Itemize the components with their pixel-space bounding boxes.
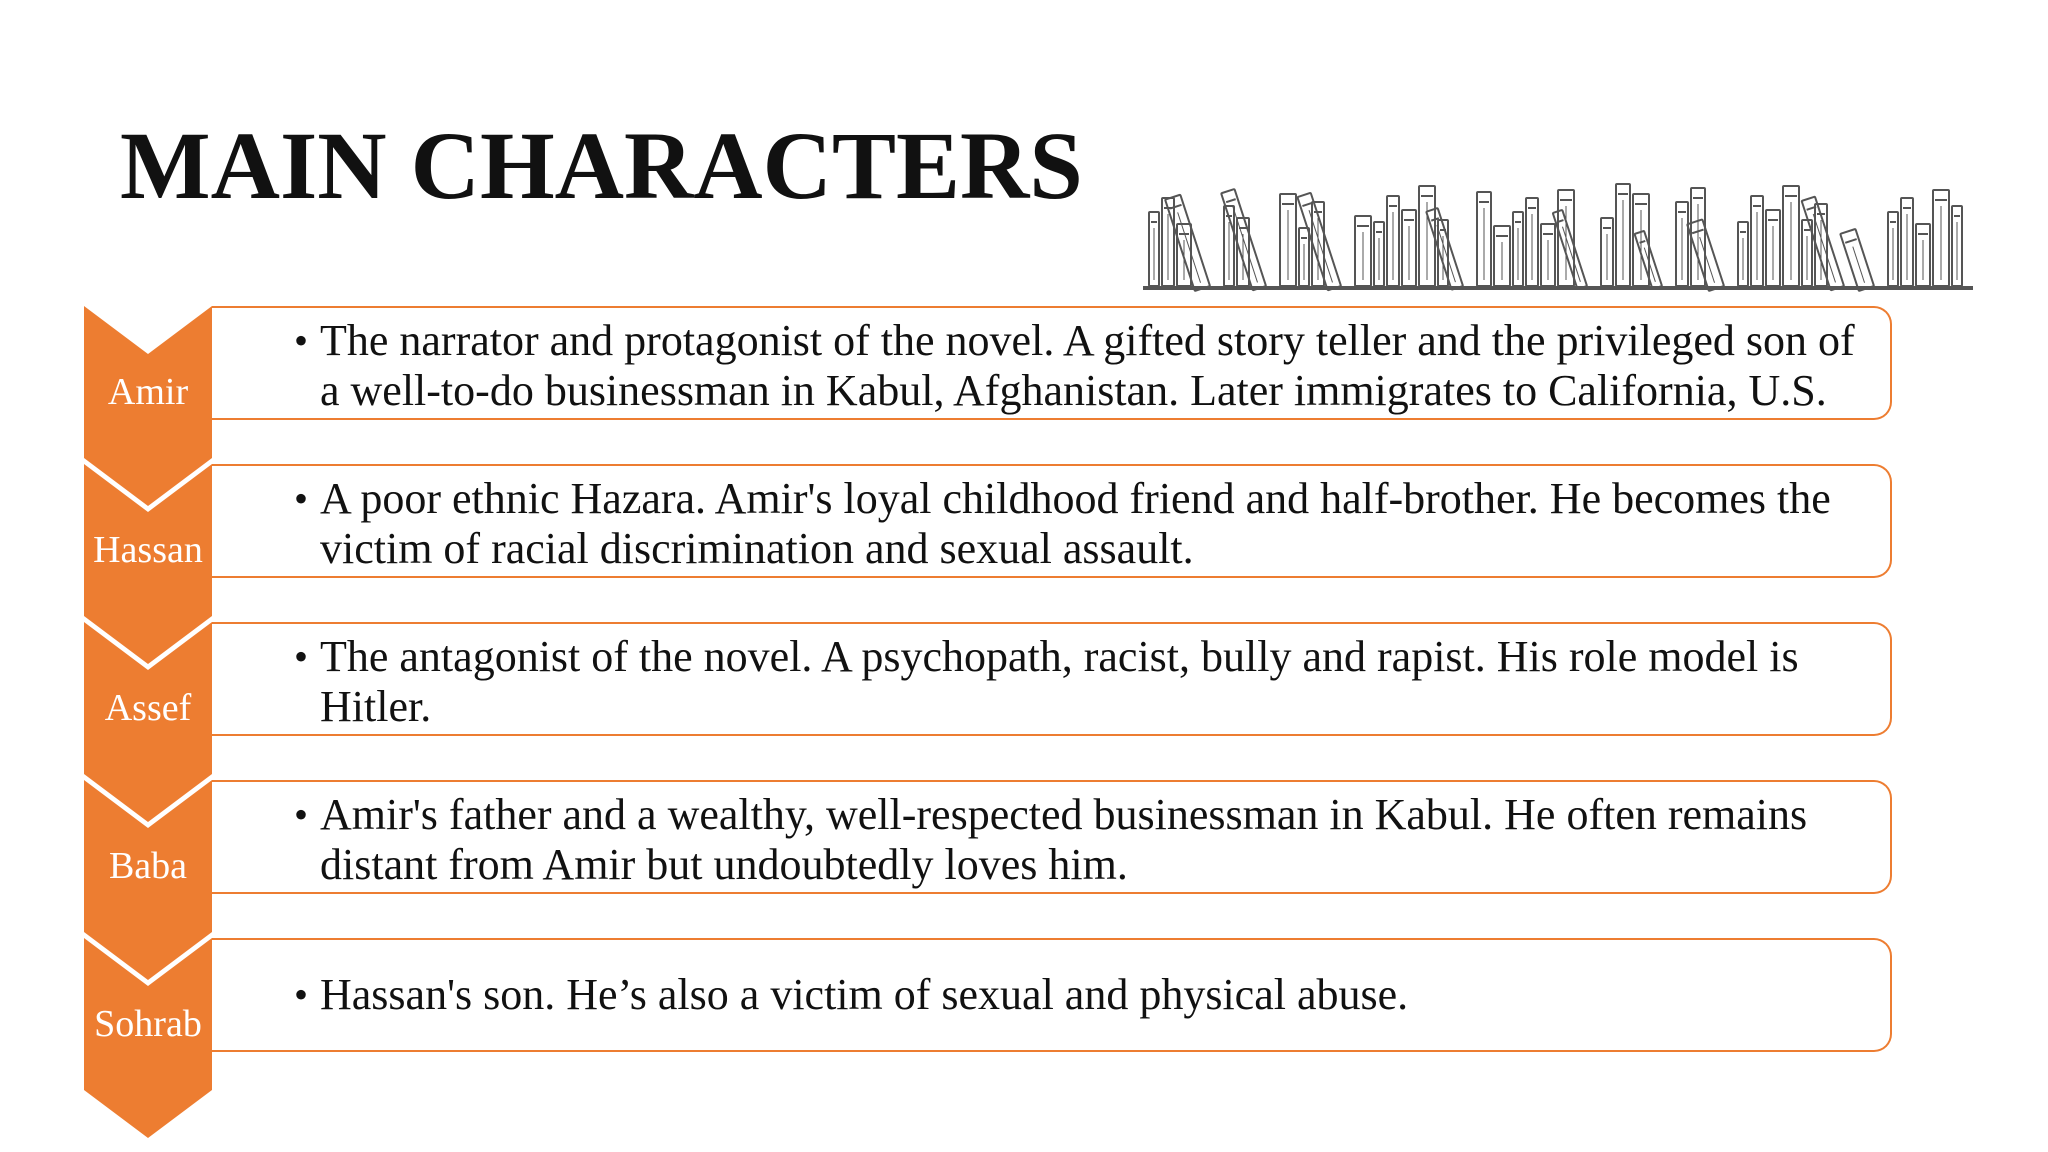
- character-description: The narrator and protagonist of the novel. A gifted story teller and the privileged son of a well-to-do businessman in Kabul, Afghanistan. Later immigrates to California, U.S.: [320, 316, 1855, 415]
- character-row-sohrab: [84, 938, 1979, 1138]
- book-spine: [1738, 222, 1748, 286]
- book-spine: [1494, 226, 1510, 286]
- book-spine: [1901, 198, 1913, 286]
- book-spine: [1616, 184, 1630, 286]
- book-spine: [1916, 224, 1930, 286]
- character-description: Hassan's son. He’s also a victim of sexual and physical abuse.: [320, 970, 1409, 1019]
- character-name: Baba: [108, 845, 188, 887]
- book-spine: [1751, 196, 1763, 286]
- description-box: [212, 622, 1892, 736]
- book-spine: [1387, 196, 1399, 286]
- book-spine: [1402, 210, 1416, 286]
- book-spine: [1676, 202, 1688, 286]
- book-spine: [1766, 210, 1780, 286]
- bullet-icon: •: [294, 476, 309, 521]
- chevron-sohrab: [84, 938, 212, 1138]
- book-spine: [1299, 228, 1309, 286]
- book-spine: [1541, 224, 1555, 286]
- character-name: Sohrab: [94, 1003, 202, 1045]
- description-box: [212, 464, 1892, 578]
- description-box: [212, 306, 1892, 420]
- book-spine: [1374, 222, 1384, 286]
- book-spine: [1526, 198, 1538, 286]
- character-name: Hassan: [93, 529, 203, 571]
- bullet-icon: •: [294, 792, 309, 837]
- book-spine: [1165, 195, 1210, 291]
- character-description: The antagonist of the novel. A psychopath, racist, bully and rapist. His role model is Hitler.: [320, 632, 1799, 731]
- description-box: [212, 780, 1892, 894]
- book-spine: [1419, 186, 1435, 286]
- bookshelf-icon: [1135, 170, 1975, 295]
- slide-title: MAIN CHARACTERS: [120, 112, 1083, 219]
- character-list: [84, 306, 1979, 1126]
- book-spine: [1149, 212, 1159, 286]
- character-name: Assef: [104, 687, 192, 729]
- book-spine: [1840, 229, 1874, 291]
- book-spine: [1601, 218, 1613, 286]
- book-spine: [1888, 212, 1898, 286]
- character-description: A poor ethnic Hazara. Amir's loyal childhood friend and half-brother. He becomes the victim of racial discrimination and sexual assault.: [320, 474, 1831, 573]
- book-spine: [1355, 216, 1371, 286]
- book-spine: [1477, 192, 1491, 286]
- book-spine: [1687, 219, 1724, 291]
- book-spine: [1280, 194, 1296, 286]
- book-spine: [1802, 197, 1844, 291]
- book-spine: [1933, 190, 1949, 286]
- character-name: Amir: [107, 371, 189, 413]
- book-spine: [1952, 206, 1962, 286]
- description-box: [212, 938, 1892, 1052]
- book-spine: [1221, 189, 1266, 290]
- bullet-icon: •: [294, 634, 309, 679]
- book-spine: [1513, 212, 1523, 286]
- character-description: Amir's father and a wealthy, well-respected businessman in Kabul. He often remains distant from Amir but undoubtedly loves him.: [320, 790, 1808, 889]
- bullet-icon: •: [294, 972, 309, 1017]
- book-spine: [1783, 186, 1799, 286]
- bullet-icon: •: [294, 318, 309, 363]
